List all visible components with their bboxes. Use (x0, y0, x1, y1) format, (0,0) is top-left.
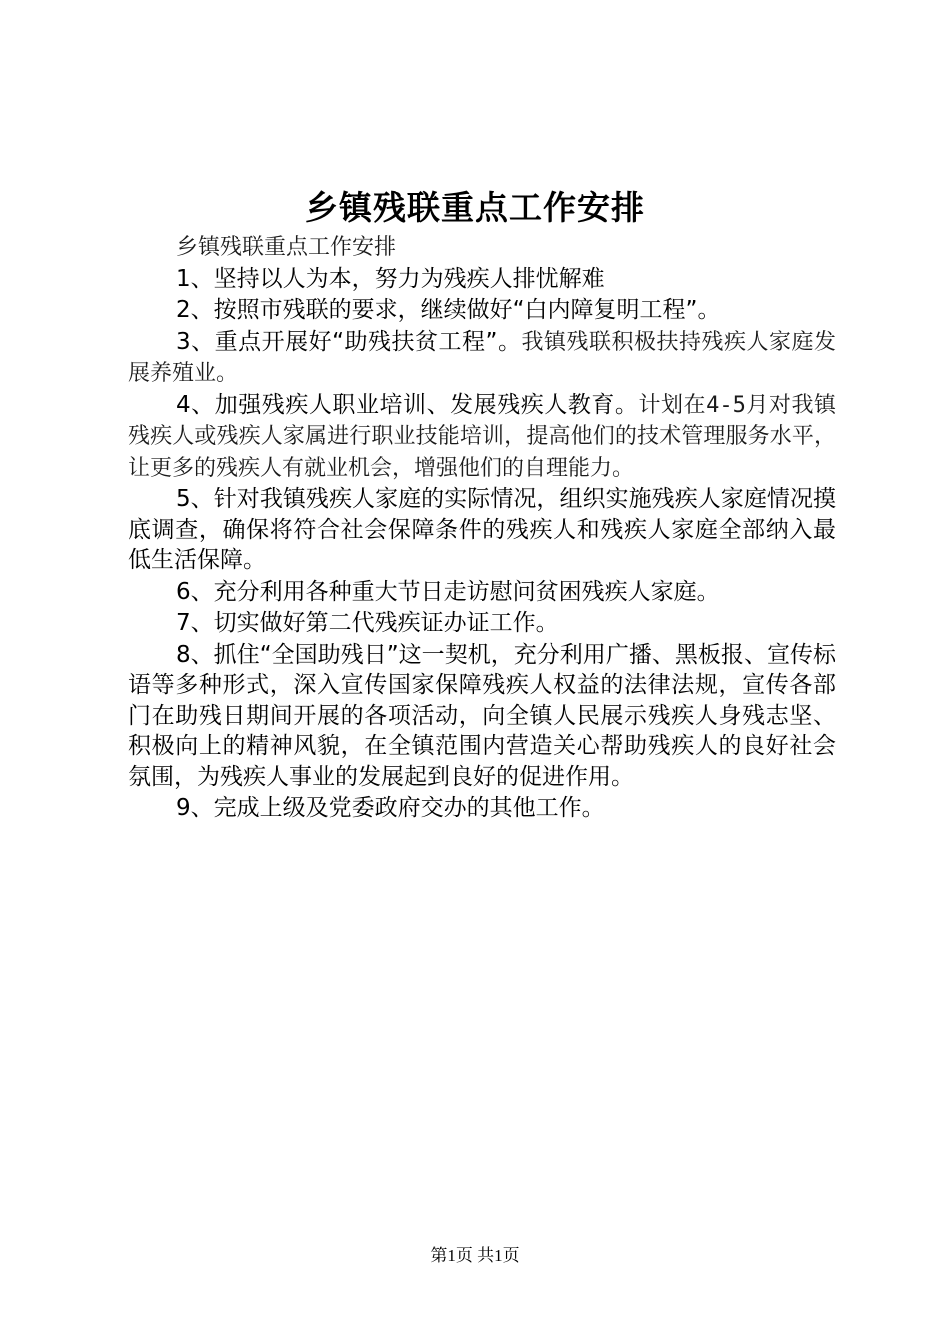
item-4-rest: 计划在4-5月对我镇残疾人或残疾人家属进行职业技能培训，提高他们的技术管理服务水平，让更多的残疾人有就业机会，增强他们的自理能力。 (128, 392, 836, 481)
item-2-lead: 2、按照市残联的要求，继续做好“白内障复明工程”。 (176, 297, 721, 323)
document-body (128, 233, 836, 825)
document-title: 乡镇残联重点工作安排 (305, 188, 645, 227)
item-1 (128, 264, 836, 296)
item-8 (128, 640, 836, 794)
item-3 (128, 327, 836, 390)
item-2 (128, 295, 836, 327)
item-3-rest: 我镇残联积极扶持残疾人家庭发展养殖业。 (128, 329, 836, 386)
item-6 (128, 577, 836, 609)
item-5 (128, 484, 836, 577)
page-number-footer: 第1页 共1页 (430, 1246, 520, 1265)
item-9-lead: 9、完成上级及党委政府交办的其他工作。 (176, 795, 605, 821)
item-6-lead: 6、充分利用各种重大节日走访慰问贫困残疾人家庭。 (176, 578, 720, 605)
item-1-lead: 1、坚持以人为本，努力为残疾人排忧解难 (176, 265, 605, 292)
item-9 (128, 793, 836, 825)
item-8-lead: 8、抓住“全国助残日”这一契机，充分利用广播、黑板报、宣传标语等多种形式，深入宣传国家保障残疾人权益的法律法规，宣传各部门在助残日期间开展的各项活动，向全镇人民展示残疾人身残志坚、积极向上的精神风貌，在全镇范围内营造关心帮助残疾人的良好社会氛围，为残疾人事业的发展起到良好的促进作用。 (128, 641, 836, 790)
item-3-lead: 3、重点开展好“助残扶贫工程”。 (176, 328, 522, 355)
subtitle-paragraph: 乡镇残联重点工作安排 (176, 235, 397, 260)
item-4-lead: 4、加强残疾人职业培训、发展残疾人教育。 (176, 391, 639, 418)
item-5-lead: 5、针对我镇残疾人家庭的实际情况，组织实施残疾人家庭情况摸底调查，确保将符合社会保障条件的残疾人和残疾人家庭全部纳入最低生活保障。 (128, 486, 836, 573)
item-7-lead: 7、切实做好第二代残疾证办证工作。 (176, 610, 559, 636)
item-7 (128, 608, 836, 640)
item-4 (128, 390, 836, 485)
